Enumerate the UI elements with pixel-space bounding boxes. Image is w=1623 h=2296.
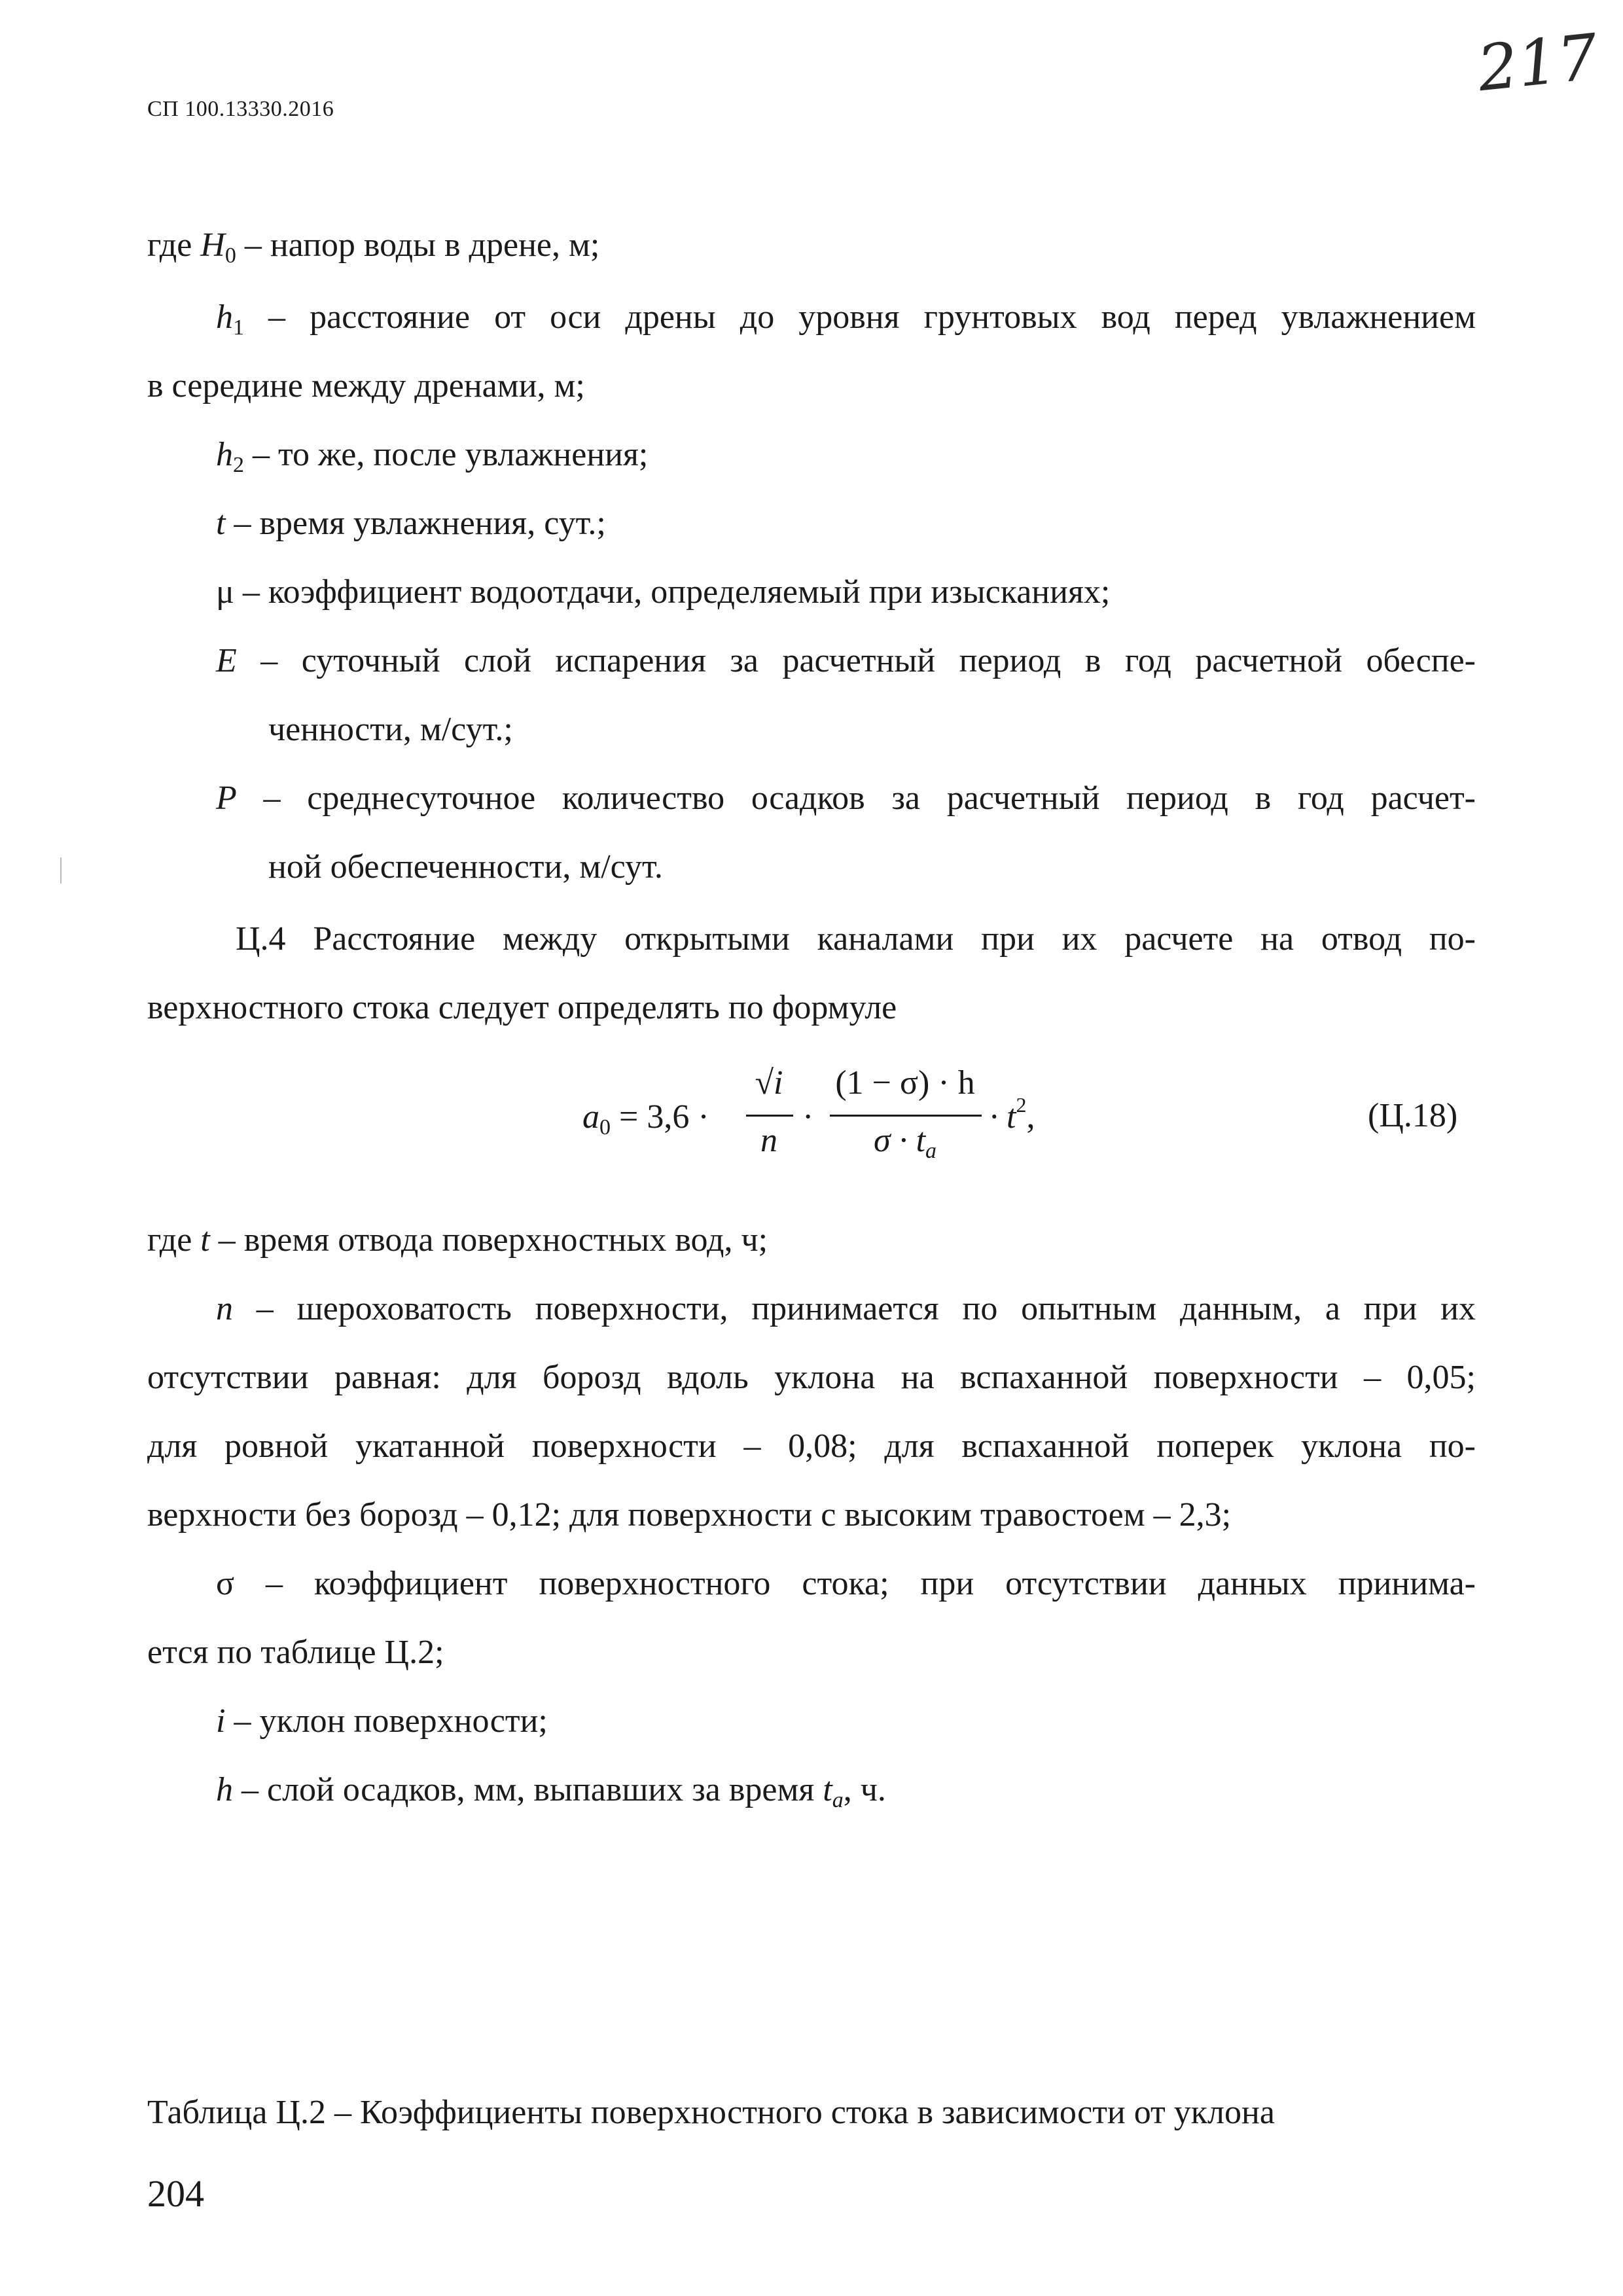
formula-dot: · xyxy=(802,1098,814,1136)
def-h1-continuation: в середине между дренами, м; xyxy=(147,367,585,404)
def-mu: μ – коэффициент водоотдачи, определяемый при изысканиях; xyxy=(216,573,1111,611)
equation-number: (Ц.18) xyxy=(1368,1097,1458,1134)
fraction-2-bar xyxy=(830,1115,982,1117)
def2-h: h – слой осадков, мм, выпавших за время $t_a$, ч. xyxy=(216,1771,886,1812)
def-h0: где $H_0$ – напор воды в дрене, м; xyxy=(147,226,600,268)
def2-sigma: σ – коэффициент поверхностного стока; при отсутствии данных принима- xyxy=(216,1565,1476,1602)
def2-n-cont3: верхности без борозд – 0,12; для поверхности с высоким травостоем – 2,3; xyxy=(147,1496,1232,1534)
def-p: P – среднесуточное количество осадков за расчетный период в год расчет- xyxy=(216,780,1476,817)
def2-sigma-cont: ется по таблице Ц.2; xyxy=(147,1634,444,1671)
formula-tail: · $t^2$, xyxy=(990,1093,1035,1136)
def2-i: i – уклон поверхности; xyxy=(216,1702,548,1740)
def2-t: где t – время отвода поверхностных вод, ч; xyxy=(147,1221,768,1259)
page-number: 204 xyxy=(147,2172,204,2215)
fraction-1-bar xyxy=(746,1115,793,1117)
clause-c4-line1: Ц.4 Расстояние между открытыми каналами при их расчете на отвод по- xyxy=(236,920,1476,958)
def-p-continuation: ной обеспеченности, м/сут. xyxy=(268,848,663,886)
handwritten-page-number: 217 xyxy=(1474,20,1601,106)
def-t: t – время увлажнения, сут.; xyxy=(216,505,606,542)
fraction-1-denominator: n xyxy=(760,1122,777,1159)
def-e-continuation: ченности, м/сут.; xyxy=(268,711,513,748)
formula-lhs: $a_0 = 3,6$ · xyxy=(582,1098,709,1139)
def2-n: n – шероховатость поверхности, принимается по опытным данным, а при их xyxy=(216,1290,1476,1327)
table-caption: Таблица Ц.2 – Коэффициенты поверхностного стока в зависимости от уклона xyxy=(147,2094,1275,2131)
def2-n-cont2: для ровной укатанной поверхности – 0,08; для вспаханной поперек уклона по- xyxy=(147,1427,1476,1465)
clause-c4-line2: верхностного стока следует определять по формуле xyxy=(147,989,897,1026)
def-h1: $h_1$ – расстояние от оси дрены до уровня грунтовых вод перед увлажнением xyxy=(216,298,1476,340)
scan-artifact xyxy=(60,857,62,884)
fraction-2-denominator: $\sigma \cdot t_a$ xyxy=(873,1122,937,1163)
def2-n-cont1: отсутствии равная: для борозд вдоль уклона на вспаханной поверхности – 0,05; xyxy=(147,1359,1476,1396)
document-code: СП 100.13330.2016 xyxy=(147,97,334,121)
formula-c18 xyxy=(582,1064,1080,1194)
def-e: E – суточный слой испарения за расчетный период в год расчетной обеспе- xyxy=(216,642,1476,679)
fraction-1-numerator: √i xyxy=(755,1064,783,1102)
fraction-2-numerator: (1 − σ) · h xyxy=(835,1064,975,1102)
def-h2: $h_2$ – то же, после увлажнения; xyxy=(216,436,649,477)
